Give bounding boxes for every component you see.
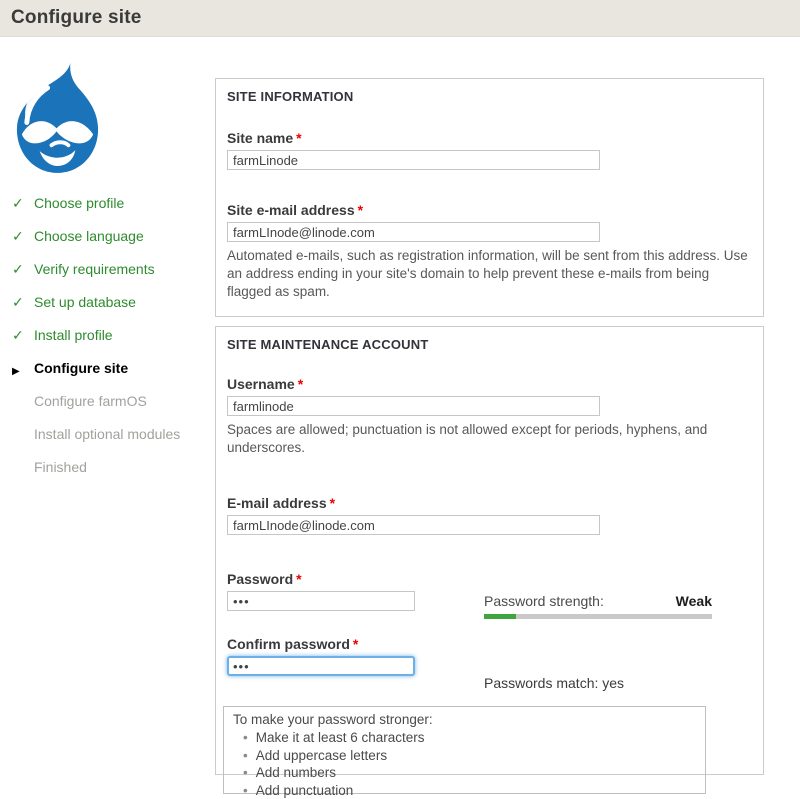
task-choose-profile (12, 195, 212, 228)
passwords-match-status: Passwords match: yes (484, 675, 625, 692)
password-form-item (227, 571, 415, 611)
task-set-up-database (12, 294, 212, 327)
check-icon: ✓ (12, 327, 24, 343)
check-icon: ✓ (12, 228, 24, 244)
username-label: Username * (227, 376, 304, 392)
password-suggestions-list (233, 729, 695, 799)
site-email-label: Site e-mail address * (227, 202, 364, 218)
required-marker: * (329, 495, 336, 512)
confirm-password-input[interactable] (227, 656, 415, 676)
task-label: Install profile (34, 327, 113, 343)
site-name-form-item (227, 130, 751, 170)
suggestion-item: • Make it at least 6 characters (243, 730, 425, 746)
active-arrow-icon: ▶ (12, 366, 20, 377)
password-input[interactable] (227, 591, 415, 611)
task-label: Configure farmOS (34, 393, 147, 409)
password-strength-track (484, 614, 712, 619)
required-marker: * (297, 376, 304, 392)
bullet-icon: • (243, 747, 248, 763)
site-email-input[interactable] (227, 222, 600, 242)
task-choose-language (12, 228, 212, 261)
task-configure-farmos (12, 393, 212, 426)
check-icon: ✓ (12, 294, 24, 310)
suggestion-item: • Add numbers (243, 765, 337, 781)
password-suggestions-title: To make your password stronger: (233, 712, 433, 728)
required-marker: * (357, 202, 364, 218)
required-marker: * (296, 571, 302, 588)
password-strength-widget (484, 571, 712, 619)
task-label: Configure site (34, 360, 129, 376)
suggestion-item: • Add uppercase letters (243, 747, 388, 763)
task-install-profile (12, 327, 212, 360)
site-information-legend: SITE INFORMATION (227, 89, 354, 104)
bullet-icon: • (243, 765, 248, 781)
task-label: Choose language (34, 228, 144, 244)
account-email-form-item (227, 495, 751, 535)
password-suggestions-box (223, 706, 706, 798)
bullet-icon: • (243, 730, 248, 746)
account-email-input[interactable] (227, 515, 600, 535)
page-title: Configure site (11, 7, 142, 28)
password-strength-level: Weak (675, 593, 712, 610)
account-email-label: E-mail address * (227, 495, 336, 512)
site-name-input[interactable] (227, 150, 600, 170)
site-information-fieldset (215, 78, 764, 317)
required-marker: * (352, 636, 359, 653)
page-header (0, 0, 800, 37)
task-label: Finished (34, 459, 87, 475)
password-row (227, 571, 751, 619)
password-strength-label: Password strength: (484, 593, 604, 610)
check-icon: ✓ (12, 195, 24, 211)
site-email-description: Automated e-mails, such as registration information, will be sent from this address. Use an address ending in your site's domain to help prevent these e-mails from being flagged as spam. (227, 248, 748, 300)
task-label: Choose profile (34, 195, 125, 211)
site-name-label: Site name * (227, 130, 302, 146)
confirm-password-row (227, 636, 751, 691)
confirm-password-form-item (227, 636, 415, 676)
username-description: Spaces are allowed; punctuation is not allowed except for periods, hyphens, and underscores. (227, 422, 708, 456)
task-label: Install optional modules (34, 426, 181, 442)
drupal-logo-icon (10, 62, 105, 175)
confirm-password-label: Confirm password * (227, 636, 359, 653)
task-install-optional-modules (12, 426, 212, 459)
bullet-icon: • (243, 782, 248, 798)
required-marker: * (296, 130, 302, 146)
site-maintenance-account-fieldset (215, 326, 764, 798)
username-form-item (227, 376, 751, 457)
site-email-form-item (227, 202, 751, 302)
task-label: Set up database (34, 294, 136, 310)
check-icon: ✓ (12, 261, 24, 277)
suggestion-item: • Add punctuation (243, 782, 354, 798)
task-finished (12, 459, 212, 492)
password-strength-bar (484, 614, 516, 619)
password-label: Password * (227, 571, 302, 588)
site-maintenance-account-legend: SITE MAINTENANCE ACCOUNT (227, 337, 429, 352)
task-label: Verify requirements (34, 261, 155, 277)
username-input[interactable] (227, 396, 600, 416)
install-task-list (12, 195, 212, 492)
task-configure-site (12, 360, 212, 393)
task-verify-requirements (12, 261, 212, 294)
